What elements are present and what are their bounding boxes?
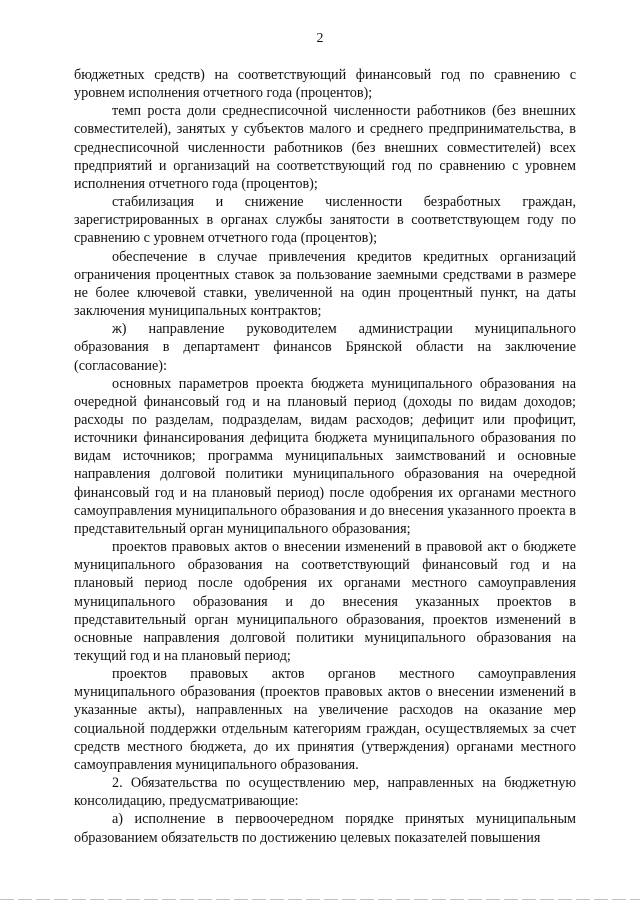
paragraph-continuation: бюджетных средств) на соответствующий финансовый год по сравнению с уровнем исполнения отчетного года (процентов); (74, 67, 576, 102)
scan-edge-line (0, 899, 640, 900)
paragraph-unemployment: стабилизация и снижение численности безработных граждан, зарегистрированных в органах службы занятости в соответствующем году по сравнению с уровнем отчетного года (процентов); (74, 194, 576, 247)
paragraph-budget-amendments: проектов правовых актов о внесении изменений в правовой акт о бюджете муниципального образования на соответствующий финансовый год и на плановый период после одобрения их органами местного самоуправления муниципального образования и до внесения указанных проектов в представительный орган муниципального образования, проектов изменений в основные направления долговой политики муниципального образования на текущий год и на плановый период; (74, 539, 576, 664)
paragraph-budget-parameters: основных параметров проекта бюджета муниципального образования на очередной финансовый год и на плановый период (доходы по видам доходов; расходы по разделам, подразделам, видам расходов; дефицит или профицит, источники финансирования дефицита бюджета муниципального образования по видам источников; программа муниципальных заимствований и основные направления долговой политики муниципального образования на очередной финансовый год и на плановый период) после одобрения их органами местного самоуправления муниципального образования и до внесения указанного проекта в представительный орган муниципального образования; (74, 375, 576, 537)
paragraph-item-a: а) исполнение в первоочередном порядке принятых муниципальным образованием обязательств по достижению целевых показателей повышения (74, 811, 576, 846)
page-number: 2 (316, 31, 324, 46)
paragraph-item-zh: ж) направление руководителем администрации муниципального образования в департамент финансов Брянской области на заключение (согласование): (74, 321, 576, 374)
paragraph-interest-rates: обеспечение в случае привлечения кредитов кредитных организаций ограничения процентных ставок за пользование заемными средствами в размере не более ключевой ставки, увеличенной на один процентный пункт, на даты заключения муниципальных контрактов; (74, 248, 576, 320)
paragraph-section-2: 2. Обязательства по осуществлению мер, направленных на бюджетную консолидацию, предусматривающие: (74, 775, 576, 810)
paragraph-employment-share: темп роста доли среднесписочной численности работников (без внешних совместителей), занятых у субъектов малого и среднего предпринимательства, в среднесписочной численности работников (без внешних совместителей) всех предприятий и организаций на соответствующий год по сравнению с уровнем исполнения отчетного года (процентов); (74, 103, 576, 192)
document-body (74, 66, 576, 847)
paragraph-social-support: проектов правовых актов органов местного самоуправления муниципального образования (проектов правовых актов о внесении изменений в указанные акты), направленных на увеличение расходов на оказание мер социальной поддержки отдельным категориям граждан, осуществляемых за счет средств местного бюджета, до их принятия (утверждения) органами местного самоуправления муниципального образования. (74, 666, 576, 773)
